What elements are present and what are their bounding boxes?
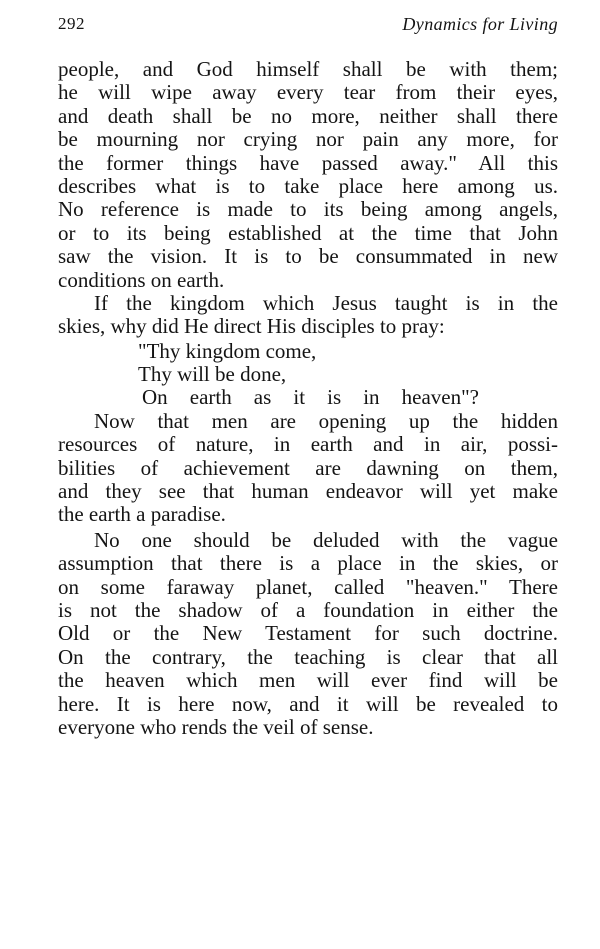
text-line: on some faraway planet, called "heaven." There (58, 574, 558, 599)
text-line: saw the vision. It is to be consummated in new (58, 244, 558, 269)
verse-line: Thy will be done, (138, 362, 287, 387)
text-line: conditions on earth. (58, 267, 225, 292)
text-line: If the kingdom which Jesus taught is in the (94, 290, 558, 315)
text-line: On the contrary, the teaching is clear that all (58, 644, 558, 669)
paragraph (58, 58, 558, 292)
text-line: skies, why did He direct His disciples to pray: (58, 314, 445, 339)
text-line: he will wipe away every tear from their eyes, (58, 80, 558, 105)
text-line: and they see that human endeavor will yet make (58, 479, 558, 504)
text-line: assumption that there is a place in the skies, or (58, 551, 558, 576)
text-line: or to its being established at the time that John (58, 220, 558, 245)
text-line: and death shall be no more, neither shall there (58, 103, 558, 128)
body-text (58, 58, 558, 739)
verse-line: On earth as it is in heaven"? (142, 385, 479, 410)
verse-quotation (58, 340, 558, 410)
text-line: the former things have passed away." All this (58, 150, 558, 175)
page-number: 292 (58, 14, 85, 33)
text-line: the heaven which men will ever find will be (58, 668, 558, 693)
text-line: bilities of achievement are dawning on them, (58, 455, 558, 480)
verse-line: "Thy kingdom come, (138, 338, 317, 363)
running-head (58, 14, 558, 38)
paragraph (58, 529, 558, 740)
text-line: be mourning nor crying nor pain any more, for (58, 127, 558, 152)
book-title: Dynamics for Living (402, 14, 558, 34)
text-line: Now that men are opening up the hidden (94, 408, 558, 433)
text-line: describes what is to take place here among us. (58, 173, 558, 198)
text-line: resources of nature, in earth and in air, possi- (58, 432, 558, 457)
text-line: No reference is made to its being among angels, (58, 197, 558, 222)
paragraph (58, 410, 558, 527)
text-line: people, and God himself shall be with them; (58, 57, 558, 81)
text-line: everyone who rends the veil of sense. (58, 714, 374, 739)
text-line: Old or the New Testament for such doctrine. (58, 621, 558, 646)
paragraph (58, 292, 558, 339)
text-line: No one should be deluded with the vague (94, 527, 558, 552)
text-line: is not the shadow of a foundation in either the (58, 597, 558, 622)
text-line: the earth a paradise. (58, 502, 226, 527)
text-line: here. It is here now, and it will be revealed to (58, 691, 558, 716)
